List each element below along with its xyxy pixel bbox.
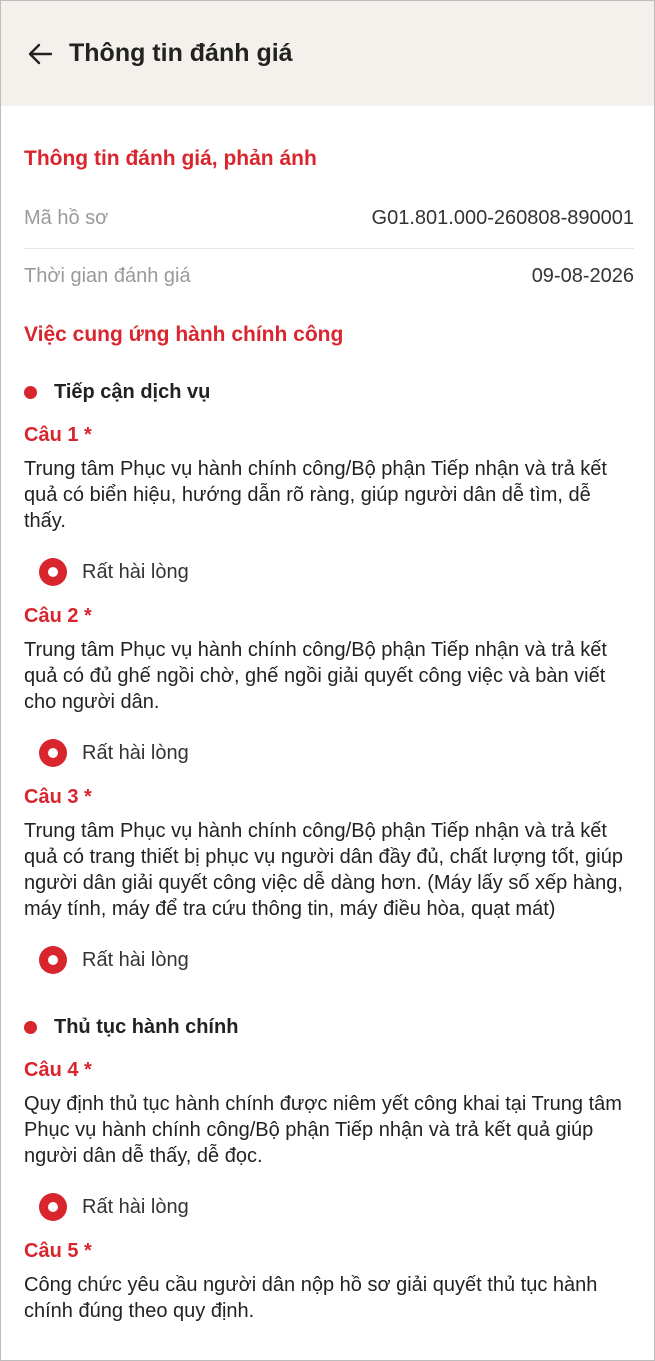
question-5-text: Công chức yêu cầu người dân nộp hồ sơ giải quyết thủ tục hành chính đúng theo quy định.	[24, 1274, 598, 1322]
answer-label: Rất hài lòng	[82, 741, 189, 764]
thoi-gian-value: 09-08-2026	[531, 265, 634, 287]
info-row-thoi-gian	[24, 265, 634, 288]
app-header	[1, 1, 654, 106]
group-heading-tiep-can	[24, 381, 634, 404]
bullet-dot-icon	[24, 1021, 37, 1034]
group-title: Tiếp cận dịch vụ	[54, 381, 211, 403]
question-4-label: Câu 4 *	[24, 1059, 92, 1081]
group-title: Thủ tục hành chính	[54, 1016, 239, 1038]
back-button[interactable]	[25, 39, 55, 69]
answer-label: Rất hài lòng	[82, 948, 189, 971]
thoi-gian-label: Thời gian đánh giá	[24, 265, 191, 287]
question-2-label: Câu 2 *	[24, 605, 92, 627]
answer-label: Rất hài lòng	[82, 560, 189, 583]
section-title-info: Thông tin đánh giá, phản ánh	[24, 147, 317, 170]
question-3-label: Câu 3 *	[24, 786, 92, 808]
main-content	[1, 147, 654, 1322]
question-5-clip	[24, 1272, 634, 1322]
radio-selected-icon	[39, 1193, 67, 1221]
section-title-survey: Việc cung ứng hành chính công	[24, 323, 344, 346]
radio-selected-icon	[39, 558, 67, 586]
page-title: Thông tin đánh giá	[69, 39, 293, 67]
question-5-label: Câu 5 *	[24, 1240, 92, 1262]
question-1-answer[interactable]	[39, 558, 634, 586]
arrow-left-icon	[27, 42, 53, 66]
group-heading-thu-tuc	[24, 1016, 634, 1039]
question-4-text: Quy định thủ tục hành chính được niêm yết công khai tại Trung tâm Phục vụ hành chính công/Bộ phận Tiếp nhận và trả kết quả giúp người dân dễ thấy, dễ đọc.	[24, 1093, 622, 1167]
bullet-dot-icon	[24, 386, 37, 399]
question-2-text: Trung tâm Phục vụ hành chính công/Bộ phận Tiếp nhận và trả kết quả có đủ ghế ngồi chờ, ghế ngồi giải quyết công việc và bàn viết cho người dân.	[24, 639, 607, 713]
question-4-answer[interactable]	[39, 1193, 634, 1221]
radio-selected-icon	[39, 946, 67, 974]
ma-ho-so-label: Mã hồ sơ	[24, 207, 109, 229]
question-1-label: Câu 1 *	[24, 424, 92, 446]
question-3-text: Trung tâm Phục vụ hành chính công/Bộ phận Tiếp nhận và trả kết quả có trang thiết bị phục vụ người dân đầy đủ, chất lượng tốt, giúp người dân giải quyết công việc dễ dàng hơn. (Máy lấy số xếp hàng, máy tính, máy để tra cứu thông tin, máy điều hòa, quạt mát)	[24, 820, 623, 920]
question-1-text: Trung tâm Phục vụ hành chính công/Bộ phận Tiếp nhận và trả kết quả có biển hiệu, hướng dẫn rõ ràng, giúp người dân dễ tìm, dễ thấy.	[24, 458, 607, 532]
radio-selected-icon	[39, 739, 67, 767]
info-row-ma-ho-so	[24, 207, 634, 249]
question-3-answer[interactable]	[39, 946, 634, 974]
question-2-answer[interactable]	[39, 739, 634, 767]
ma-ho-so-value: G01.801.000-260808-890001	[371, 207, 634, 229]
answer-label: Rất hài lòng	[82, 1195, 189, 1218]
